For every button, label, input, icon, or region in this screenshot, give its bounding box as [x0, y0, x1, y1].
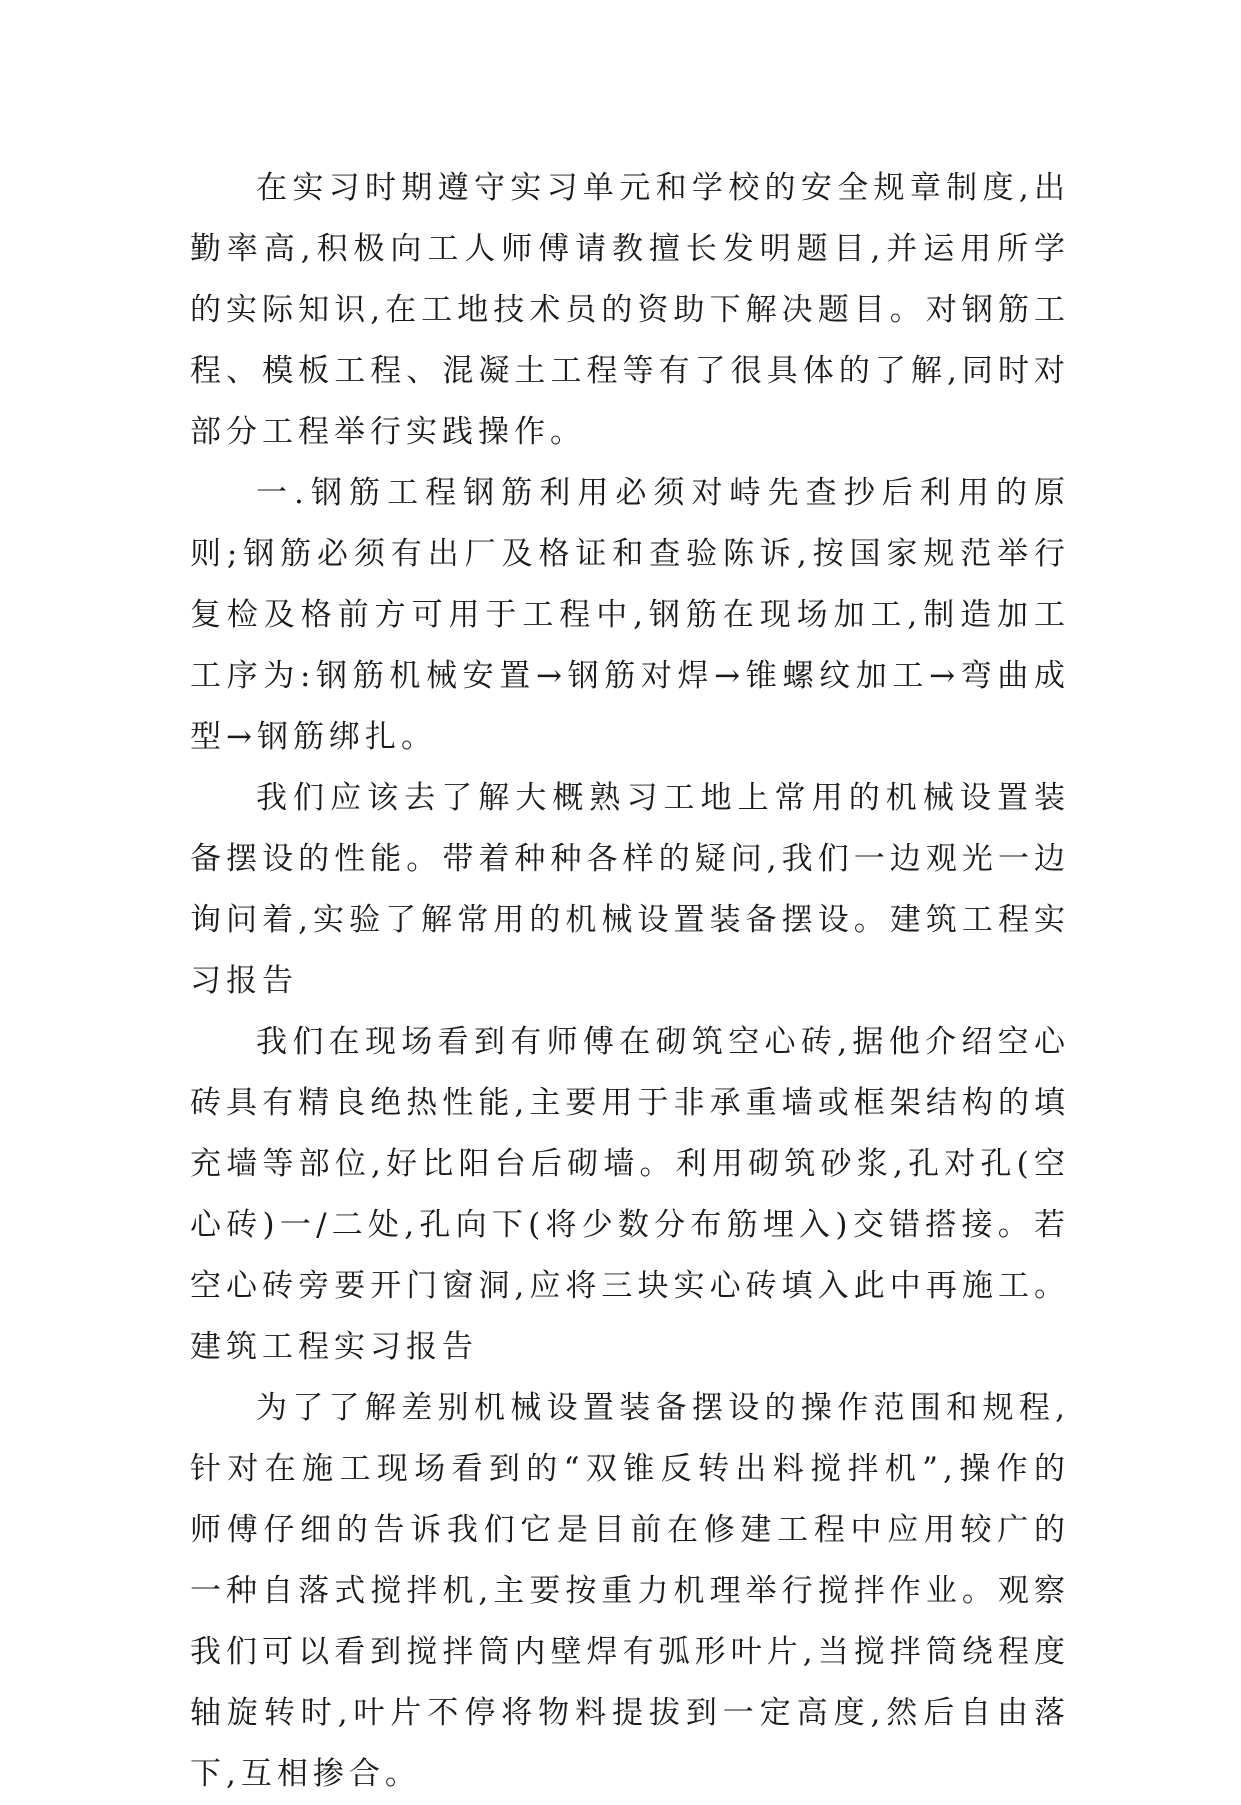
document-body — [190, 158, 1070, 1805]
paragraph-hollow-brick-masonry: 我们在现场看到有师傅在砌筑空心砖,据他介绍空心砖具有精良绝热性能,主要用于非承重墙或框架结构的填充墙等部位,好比阳台后砌墙。利用砌筑砂浆,孔对孔(空心砖)一/二处,孔向下(将少数分布筋埋入)交错搭接。若空心砖旁要开门窗洞,应将三块实心砖填入此中再施工。建筑工程实习报告 — [190, 1024, 1070, 1365]
paragraph-machinery-familiarization: 我们应该去了解大概熟习工地上常用的机械设置装备摆设的性能。带着种种各样的疑问,我们一边观光一边询问着,实验了解常用的机械设置装备摆设。建筑工程实习报告 — [190, 780, 1070, 999]
paragraph-concrete-mixer: 为了了解差别机械设置装备摆设的操作范围和规程,针对在施工现场看到的“双锥反转出料搅拌机”,操作的师傅仔细的告诉我们它是目前在修建工程中应用较广的一种自落式搅拌机,主要按重力机理举行搅拌作业。观察我们可以看到搅拌筒内壁焊有弧形叶片,当搅拌筒绕程度轴旋转时,叶片不停将物料提拔到一定高度,然后自由落下,互相掺合。 — [190, 1390, 1070, 1792]
paragraph-internship-conduct: 在实习时期遵守实习单元和学校的安全规章制度,出勤率高,积极向工人师傅请教擅长发明题目,并运用所学的实际知识,在工地技术员的资助下解决题目。对钢筋工程、模板工程、混凝土工程等有了很具体的了解,同时对部分工程举行实践操作。 — [190, 170, 1070, 450]
paragraph-rebar-engineering: 一.钢筋工程钢筋利用必须对峙先查抄后利用的原则;钢筋必须有出厂及格证和查验陈诉,按国家规范举行复检及格前方可用于工程中,钢筋在现场加工,制造加工工序为:钢筋机械安置→钢筋对焊→锥螺纹加工→弯曲成型→钢筋绑扎。 — [190, 475, 1070, 755]
